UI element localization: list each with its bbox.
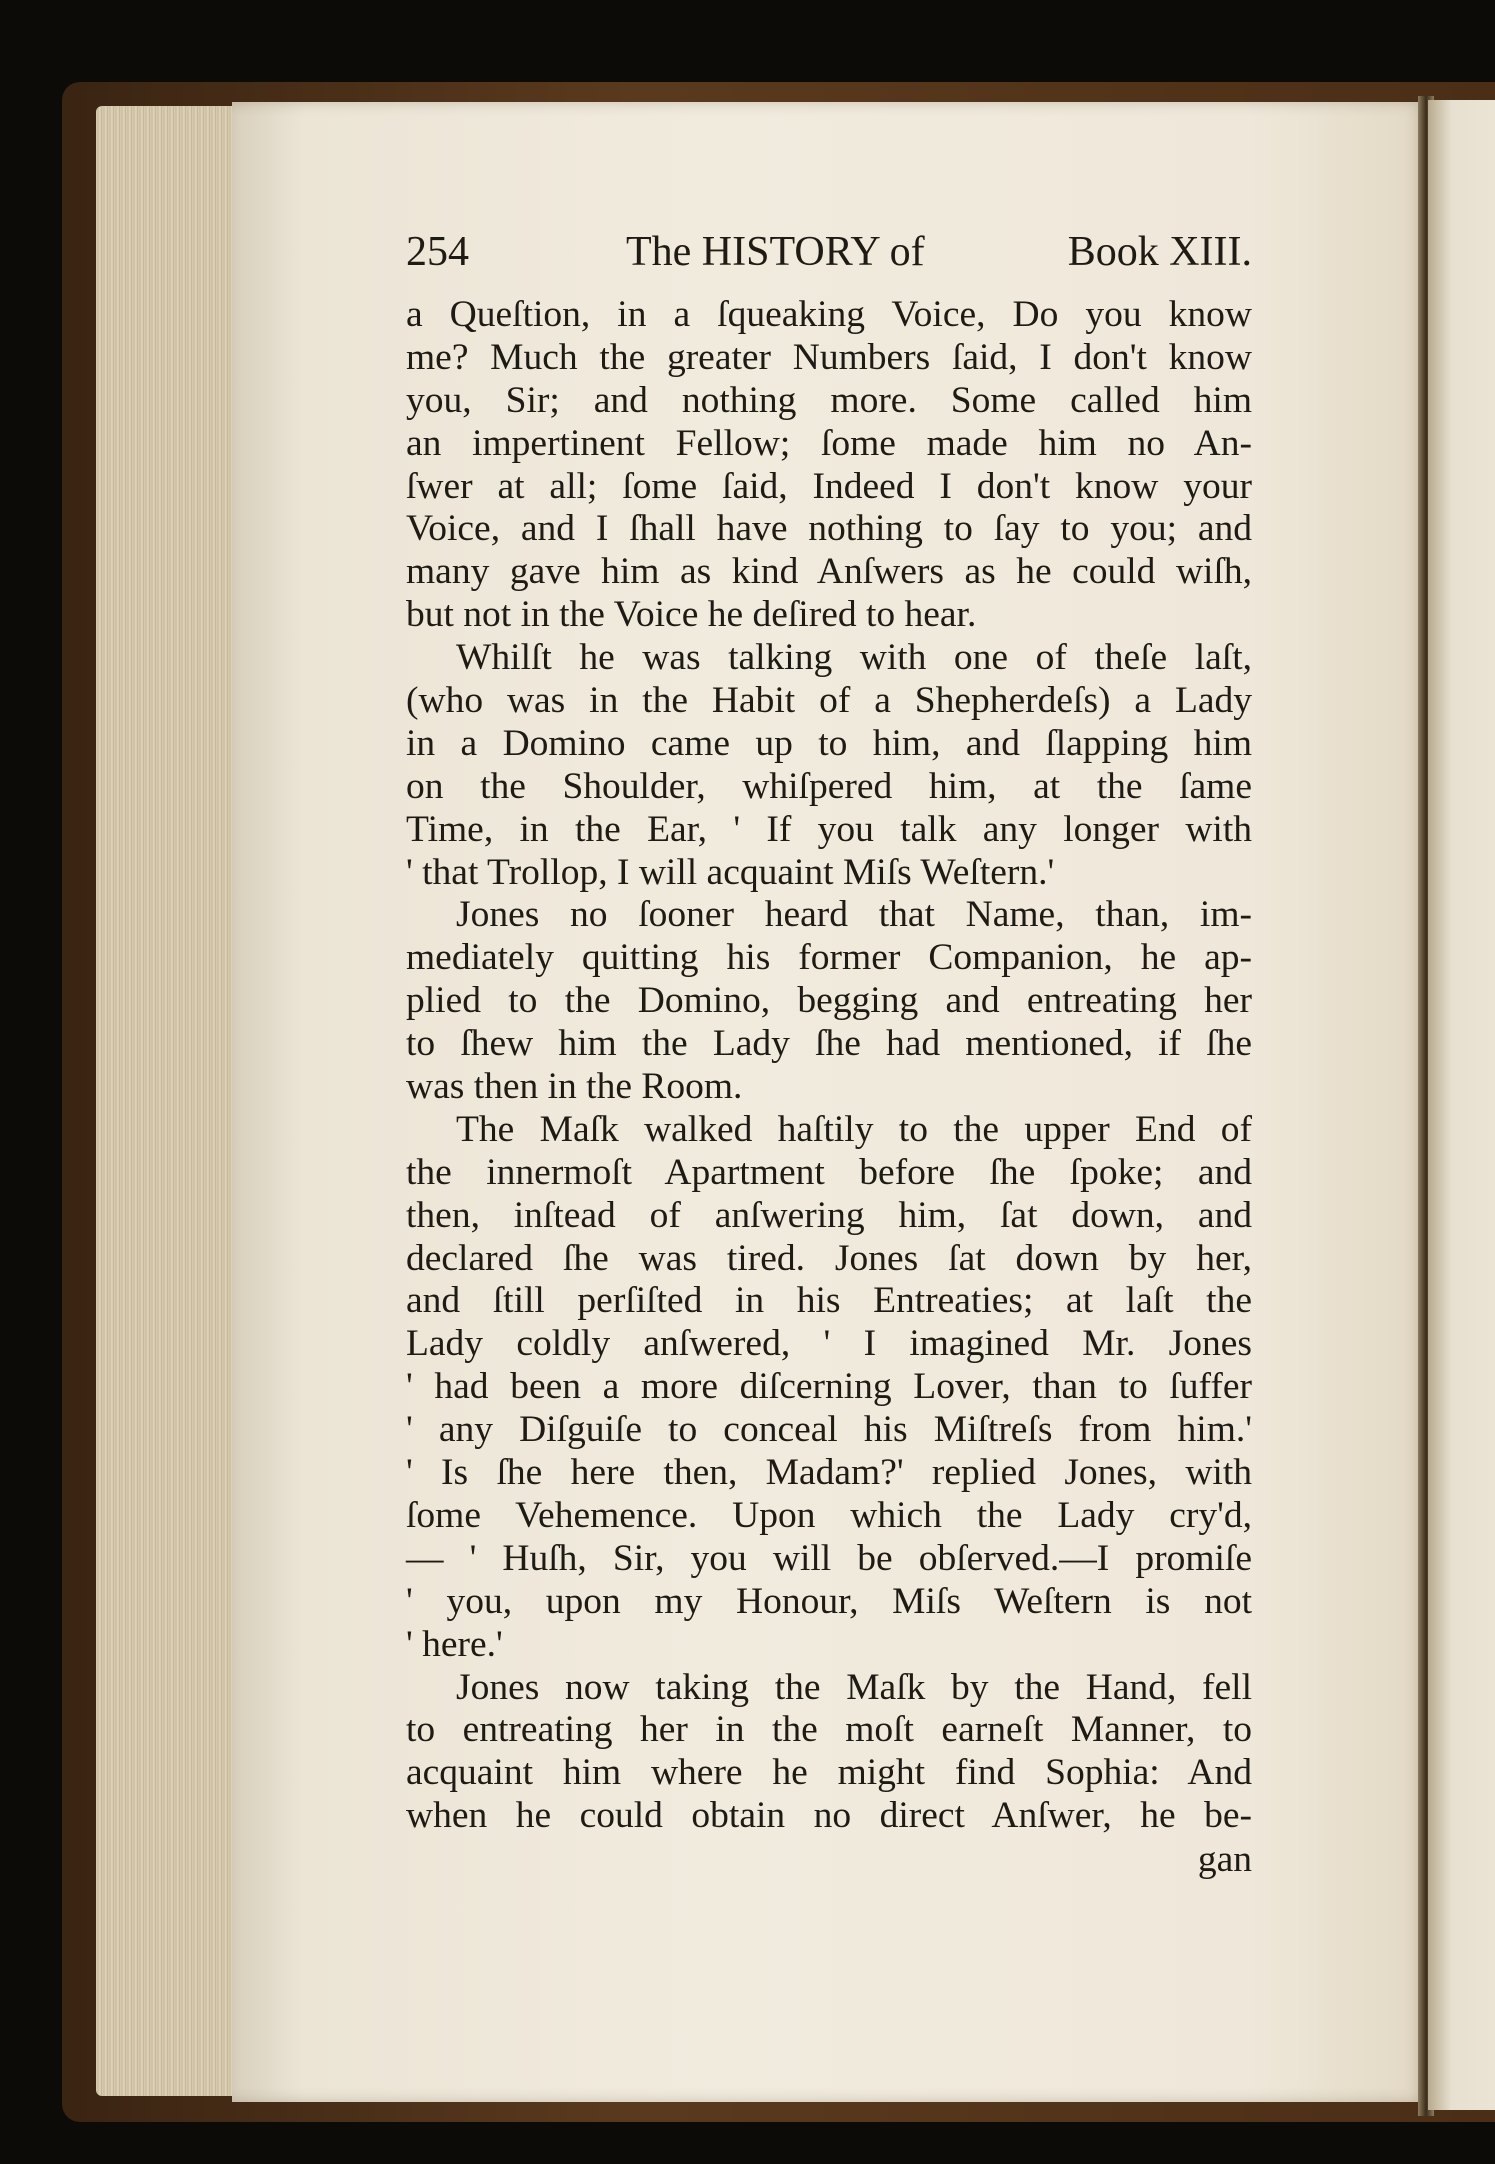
text-line: (who was in the Habit of a Shepherdeſs) a Lady (406, 680, 1252, 722)
book-number: Book XIII. (1067, 229, 1252, 275)
text-line: many gave him as kind Anſwers as he could wiſh, (406, 551, 1252, 593)
text-line: the innermoſt Apartment before ſhe ſpoke; and (406, 1151, 1252, 1193)
text-line: Whilſt he was talking with one of theſe laſt, (456, 637, 1252, 679)
text-line: and ſtill perſiſted in his Entreaties; at laſt the (406, 1280, 1252, 1322)
running-title: The HISTORY of (626, 229, 925, 275)
text-line: The Maſk walked haſtily to the upper End of (456, 1108, 1252, 1150)
catchword: gan (1197, 1839, 1252, 1881)
text-line: ' here.' (406, 1623, 503, 1665)
text-line: on the Shoulder, whiſpered him, at the ſame (406, 765, 1252, 807)
text-line: to ſhew him the Lady ſhe had mentioned, if ſhe (406, 1023, 1252, 1065)
text-line: ' you, upon my Honour, Miſs Weſtern is not (406, 1580, 1252, 1622)
text-line: ' had been a more diſcerning Lover, than to ſuffer (406, 1366, 1252, 1408)
text-line: Jones now taking the Maſk by the Hand, fell (456, 1666, 1252, 1708)
text-line: — ' Huſh, Sir, you will be obſerved.—I promiſe (406, 1537, 1252, 1579)
text-line: declared ſhe was tired. Jones ſat down by her, (406, 1237, 1252, 1279)
text-line: Time, in the Ear, ' If you talk any longer with (406, 808, 1252, 850)
text-line: to entreating her in the moſt earneſt Manner, to (406, 1709, 1252, 1751)
text-line: Voice, and I ſhall have nothing to ſay to you; and (406, 508, 1252, 550)
text-line: mediately quitting his former Companion, he ap- (406, 937, 1252, 979)
text-line: ' that Trollop, I will acquaint Miſs Weſtern.' (406, 851, 1055, 893)
text-line: when he could obtain no direct Anſwer, he be- (406, 1795, 1252, 1837)
text-line: a Queſtion, in a ſqueaking Voice, Do you know (406, 294, 1252, 335)
page-text-block (406, 228, 1252, 1881)
text-line: Jones no ſooner heard that Name, than, im- (456, 894, 1252, 936)
text-line: but not in the Voice he deſired to hear. (406, 594, 977, 636)
text-line: Lady coldly anſwered, ' I imagined Mr. Jones (406, 1323, 1252, 1365)
text-line: ſwer at all; ſome ſaid, Indeed I don't know your (406, 465, 1252, 507)
text-line: in a Domino came up to him, and ſlapping him (406, 722, 1252, 764)
text-line: you, Sir; and nothing more. Some called him (406, 379, 1252, 421)
text-line: me? Much the greater Numbers ſaid, I don't know (406, 336, 1252, 378)
text-line: acquaint him where he might find Sophia: And (406, 1752, 1252, 1794)
running-header (406, 228, 1252, 294)
page-number: 254 (406, 229, 469, 275)
text-line: an impertinent Fellow; ſome made him no An- (406, 422, 1252, 464)
page-edges (96, 106, 236, 2096)
text-line: ' any Diſguiſe to conceal his Miſtreſs from him.' (406, 1409, 1252, 1451)
facing-page (1428, 100, 1495, 2110)
text-line: ' Is ſhe here then, Madam?' replied Jones, with (406, 1452, 1252, 1494)
text-line: was then in the Room. (406, 1066, 743, 1108)
text-line: ſome Vehemence. Upon which the Lady cry'd, (406, 1494, 1252, 1536)
text-line: then, inſtead of anſwering him, ſat down, and (406, 1194, 1252, 1236)
text-line: plied to the Domino, begging and entreating her (406, 980, 1252, 1022)
